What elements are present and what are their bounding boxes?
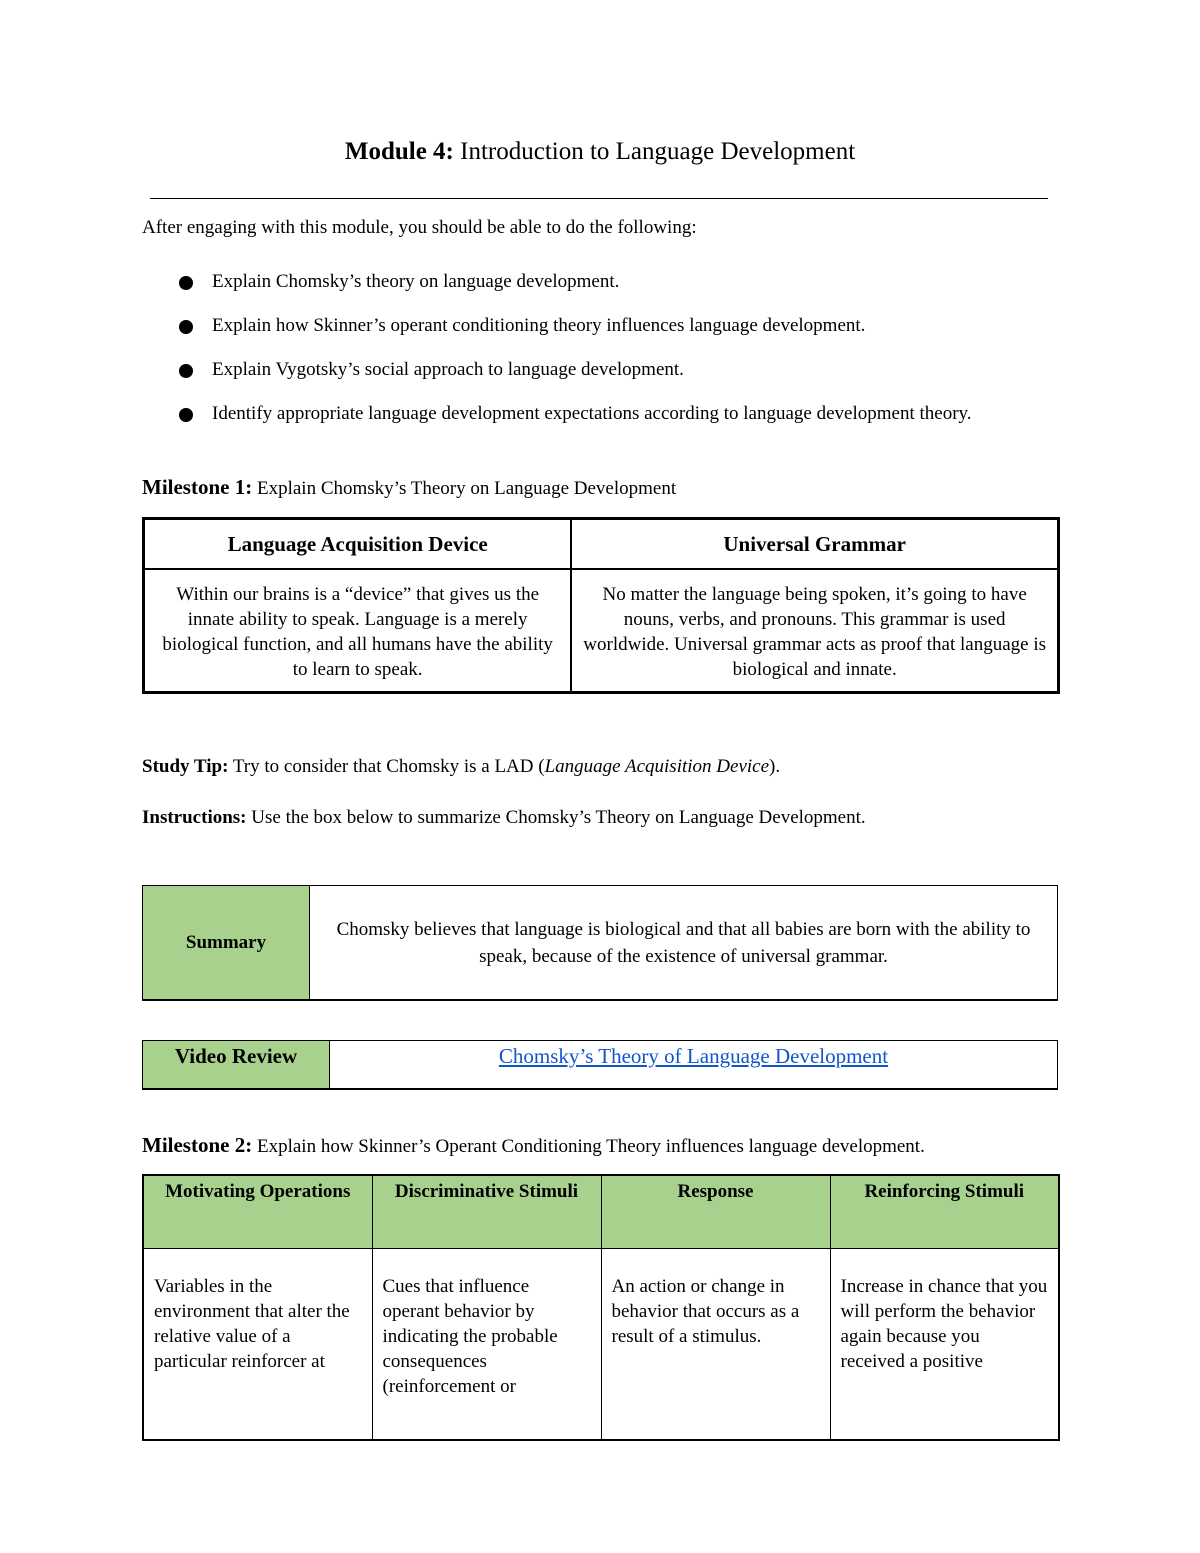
study-tip-label: Study Tip: <box>142 756 229 777</box>
objective-text: Identify appropriate language development expectations according to language development theory. <box>212 403 972 424</box>
video-review-cell <box>330 1041 1058 1090</box>
study-tip-end: ). <box>769 756 781 777</box>
title-module-label: Module 4: <box>344 138 454 165</box>
objectives-list <box>142 266 1042 430</box>
objective-item <box>142 310 1042 342</box>
universal-grammar-description: No matter the language being spoken, it’s going to have nouns, verbs, and pronouns. This grammar is used worldwide. Universal grammar acts as proof that language is biological and innate. <box>571 569 1058 693</box>
objective-item <box>142 266 1042 298</box>
study-tip <box>142 754 780 780</box>
table-header-universal-grammar: Universal Grammar <box>571 519 1058 570</box>
milestone-1-text: Explain Chomsky’s Theory on Language Development <box>252 478 677 499</box>
title-text: Introduction to Language Development <box>453 138 856 165</box>
instructions-label: Instructions: <box>142 807 247 828</box>
instructions <box>142 805 866 831</box>
objective-text: Explain how Skinner’s operant conditioning theory influences language development. <box>212 315 866 336</box>
bullet-icon <box>179 364 193 378</box>
summary-text[interactable]: Chomsky believes that language is biological and that all babies are born with the ability to speak, because of the existence of universal grammar. <box>310 886 1058 1001</box>
milestone-1-label: Milestone 1: <box>142 475 253 499</box>
header-response: Response <box>601 1175 830 1249</box>
milestone-2-text: Explain how Skinner’s Operant Conditioning Theory influences language development. <box>252 1136 925 1157</box>
video-review-link[interactable]: Chomsky’s Theory of Language Development <box>498 1044 889 1068</box>
bullet-icon <box>179 276 193 290</box>
objective-text: Explain Vygotsky’s social approach to language development. <box>212 359 684 380</box>
motivating-operations-cell[interactable]: Variables in the environment that alter the relative value of a particular reinforcer at <box>143 1249 372 1441</box>
study-tip-italic: Language Acquisition Device <box>544 756 770 777</box>
discriminative-stimuli-cell[interactable]: Cues that influence operant behavior by indicating the probable consequences (reinforcement or <box>372 1249 601 1441</box>
response-cell[interactable]: An action or change in behavior that occurs as a result of a stimulus. <box>601 1249 830 1441</box>
skinner-table <box>142 1174 1060 1441</box>
objective-item <box>142 354 1042 386</box>
objective-text: Explain Chomsky’s theory on language development. <box>212 271 620 292</box>
header-discriminative-stimuli: Discriminative Stimuli <box>372 1175 601 1249</box>
milestone-1-heading <box>142 474 676 502</box>
reinforcing-stimuli-cell[interactable]: Increase in chance that you will perform the behavior again because you received a positive <box>830 1249 1059 1441</box>
milestone-2-label: Milestone 2: <box>142 1133 253 1157</box>
intro-text: After engaging with this module, you should be able to do the following: <box>142 217 697 238</box>
lad-description: Within our brains is a “device” that gives us the innate ability to speak. Language is a merely biological function, and all humans have the ability to learn to speak. <box>144 569 572 693</box>
table-header-lad: Language Acquisition Device <box>144 519 572 570</box>
header-reinforcing-stimuli: Reinforcing Stimuli <box>830 1175 1059 1249</box>
instructions-text: Use the box below to summarize Chomsky’s Theory on Language Development. <box>246 807 866 828</box>
title-divider <box>150 198 1048 199</box>
summary-label: Summary <box>143 886 310 1001</box>
header-motivating-operations: Motivating Operations <box>143 1175 372 1249</box>
milestone-2-heading <box>142 1132 925 1160</box>
video-review-label: Video Review <box>143 1041 330 1090</box>
objective-item <box>142 398 1042 430</box>
bullet-icon <box>179 408 193 422</box>
summary-table <box>142 885 1058 1001</box>
bullet-icon <box>179 320 193 334</box>
chomsky-concepts-table <box>142 517 1060 694</box>
page-title <box>0 136 1200 168</box>
video-review-table <box>142 1040 1058 1090</box>
study-tip-text: Try to consider that Chomsky is a LAD ( <box>228 756 545 777</box>
